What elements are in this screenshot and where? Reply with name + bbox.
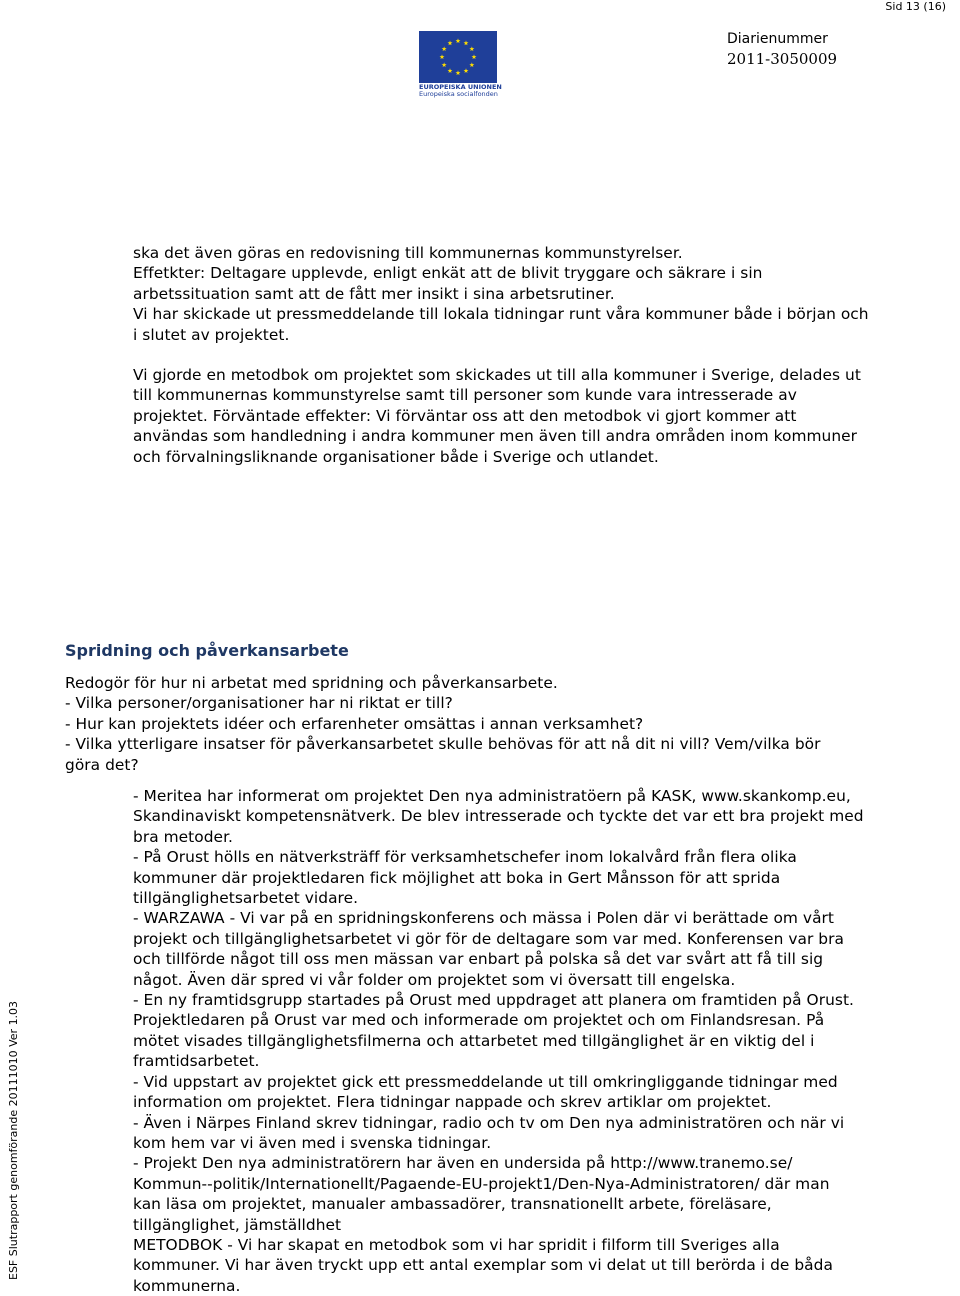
text-line: projektet. Förväntade effekter: Vi förväntar oss att den metodbok vi gjort kommer att [133, 406, 797, 425]
answer-line: tillgänglighetsarbetet vidare. [133, 889, 359, 908]
text-line: till kommunernas kommunstyrelse samt till personer som kunde vara intresserade av [133, 386, 797, 405]
answer-line: tillgänglighet, jämställdhet [133, 1215, 342, 1234]
question-line: göra det? [65, 755, 139, 774]
paragraph-intro [133, 243, 869, 345]
side-footer-text: ESF Slutrapport genomförande 20111010 Ver 1.03 [7, 1000, 20, 1280]
answer-line: - Meritea har informerat om projektet Den nya administratöern på KASK, www.skankomp.eu, [133, 787, 851, 805]
answer-line: Skandinaviskt kompetensnätverk. De blev intresserade och tyckte det var ett bra projekt med [133, 807, 864, 826]
answer-line: något. Även där spred vi vår folder om projektet som vi översatt till engelska. [133, 970, 736, 989]
page-number: Sid 13 (16) [885, 0, 946, 13]
eu-logo [419, 31, 502, 98]
diary-number: 2011-3050009 [727, 50, 838, 68]
diary-block [727, 30, 837, 69]
answer-line: mötet visades tillgänglighetsfilmerna och attarbetet med tillgänglighet är en viktig del i [133, 1031, 815, 1050]
text-line: i slutet av projektet. [133, 325, 290, 344]
question-line: - Vilka personer/organisationer har ni riktat er till? [65, 694, 453, 713]
answer-line: - WARZAWA - Vi var på en spridningskonferens och mässa i Polen där vi berättade om vårt [133, 909, 835, 928]
question-line: - Vilka ytterligare insatser för påverkansarbetet skulle behövas för att nå dit ni vill? Vem/vilka bör [65, 735, 821, 754]
answer-line: METODBOK - Vi har skapat en metodbok som vi har spridit i filform till Sveriges alla [133, 1235, 780, 1254]
answer-line: - Vid uppstart av projektet gick ett pressmeddelande ut till omkringliggande tidningar med [133, 1072, 838, 1091]
section-heading: Spridning och påverkansarbete [65, 641, 349, 660]
answer-line: - Även i Närpes Finland skrev tidningar, radio och tv om Den nya administratören och när vi [133, 1113, 845, 1132]
answer-line: Projektledaren på Orust var med och informerade om projektet och om Finlandsresan. På [133, 1011, 825, 1030]
question-line: Redogör för hur ni arbetat med spridning och påverkansarbete. [65, 674, 558, 692]
answer-line: kan läsa om projektet, manualer ambassadörer, transnationellt arbete, föreläsare, [133, 1195, 772, 1214]
text-line: Vi har skickade ut pressmeddelande till lokala tidningar runt våra kommuner både i början och [133, 305, 869, 324]
answer-line: projekt och tillgänglighetsarbetet vi gör för de deltagare som var med. Konferensen var bra [133, 929, 844, 948]
answer-line: information om projektet. Flera tidningar nappade och skrev artiklar om projektet. [133, 1093, 772, 1112]
diary-label: Diarienummer [727, 31, 828, 47]
answer-line: bra metoder. [133, 827, 233, 846]
answer-line: Kommun--politik/Internationellt/Pagaende-EU-projekt1/Den-Nya-Administratoren/ där man [133, 1174, 830, 1193]
text-line: användas som handledning i andra kommuner men även till andra områden inom kommuner [133, 427, 858, 446]
answer-line: kommuner. Vi har även tryckt upp ett antal exemplar som vi delat ut till berörda i de båda [133, 1256, 833, 1275]
answer-line: kommunerna. [133, 1276, 241, 1295]
paragraph-metodbok [133, 365, 861, 467]
logo-line-2: Europeiska socialfonden [419, 90, 498, 98]
logo-line-1: EUROPEISKA UNIONEN [419, 83, 502, 91]
text-line: Vi gjorde en metodbok om projektet som skickades ut till alla kommuner i Sverige, delades ut [133, 366, 861, 384]
answer-line: framtidsarbetet. [133, 1052, 260, 1071]
eu-flag-icon [419, 31, 497, 83]
answer-line: kom hem var vi även med i svenska tidningar. [133, 1133, 492, 1152]
answer-line: - En ny framtidsgrupp startades på Orust med uppdraget att planera om framtiden på Orust. [133, 991, 854, 1010]
answer-line: kommuner där projektledaren fick möjlighet att boka in Gert Månsson för att sprida [133, 868, 781, 887]
text-line: ska det även göras en redovisning till kommunernas kommunstyrelser. [133, 244, 683, 262]
question-line: - Hur kan projektets idéer och erfarenheter omsättas i annan verksamhet? [65, 714, 644, 733]
text-line: och förvalningsliknande organisationer både i Sverige och utlandet. [133, 447, 659, 466]
section-questions [65, 673, 821, 775]
text-line: Effetkter: Deltagare upplevde, enligt enkät att de blivit tryggare och säkrare i sin [133, 264, 763, 283]
answer-line: - Projekt Den nya administratörern har även en undersida på http://www.tranemo.se/ [133, 1154, 793, 1173]
text-line: arbetssituation samt att de fått mer insikt i sina arbetsrutiner. [133, 284, 615, 303]
logo-caption [419, 83, 502, 98]
answer-line: - På Orust hölls en nätverksträff för verksamhetschefer inom lokalvård från flera olika [133, 848, 797, 867]
section-answer [133, 786, 864, 1296]
answer-line: och tillförde något till oss men mässan var enbart på polska så det var svårt att få till sig [133, 950, 824, 969]
